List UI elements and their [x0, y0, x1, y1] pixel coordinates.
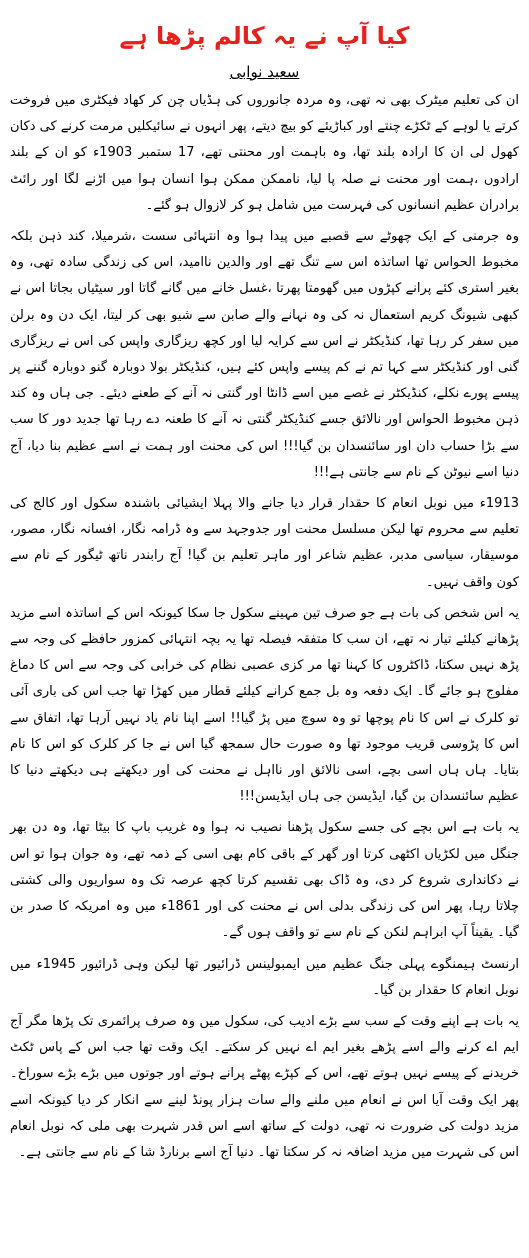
paragraph: یہ اس شخص کی بات ہے جو صرف تین مہینے سکول جا سکا کیونکہ اس کے اساتذہ اسے مزید پڑھانے کیلئے تیار نہ تھے، ان سب کا متفقہ فیصلہ تھا یہ بچہ انتہائی کمزور حافظے کی وجہ سے پڑھ نہیں سکتا، ڈاکٹروں کا کہنا تھا مر کزی عصبی نظام کی خرابی کی وجہ سے اس کا دماغ مفلوج ہو جائے گا۔ ایک دفعہ وہ بل جمع کرانے کیلئے قطار میں کھڑا تھا جب اس کی باری آئی تو کلرک نے اس کا نام پوچھا تو وہ سوچ میں پڑ گیا!! اسے اپنا نام یاد نہیں آرہا تھا، اتفاق سے اس کا پڑوسی قریب موجود تھا وہ صورت حال سمجھ گیا اس نے جا کر کلرک کو اس کا نام بتایا۔ ہاں ہاں اسی بچے، اسی نالائق اور نااہل نے محنت کی اور دیکھتے ہی دیکھتے دنیا کا عظیم سائنسدان بن گیا، ایڈیسن جی ہاں ایڈیسن!!! — [10, 605, 519, 805]
paragraph: ان کی تعلیم میٹرک بھی نہ تھی، وہ مردہ جانوروں کی ہڈیاں چن کر کھاد فیکٹری میں فروخت کرتے یا لوہے کے ٹکڑے چنتے اور کباڑیئے کو بیچ دیتے، پھر انہوں نے سائیکلیں مرمت کرنے کی دکان کھول لی ان کا ارادہ بلند تھا، وہ باہمت اور محنتی تھے، 17 ستمبر 1903ء کو ان کے بلند ارادوں ،ہمت اور محنت نے صلہ پا لیا، ناممکن ممکن ہوا انسان ہوا میں اڑنے لگا اور رائٹ برادران عظیم انسانوں کی فہرست میں شامل ہو کر لازوال ہو گئے۔ — [10, 93, 519, 213]
paragraph: ارنسٹ ہیمنگوے پہلی جنگ عظیم میں ایمبولینس ڈرائیور تھا لیکن وہی ڈرائیور 1945ء میں نوبل انعام کا حقدار بن گیا۔ — [10, 956, 519, 998]
paragraph: 1913ء میں نوبل انعام کا حقدار قرار دیا جانے والا پہلا ایشیائی باشندہ سکول اور کالج کی تعلیم سے محروم تھا لیکن مسلسل محنت اور جدوجہد سے وہ ڈرامہ نگار، افسانہ نگار، مصور، موسیقار، سیاسی مدبر، عظیم شاعر اور ماہر تعلیم بن گیا! آج رابندر ناتھ ٹیگور کے نام سے کون واقف نہیں۔ — [10, 496, 519, 590]
paragraph: یہ بات ہے اس بچے کی جسے سکول پڑھنا نصیب نہ ہوا وہ غریب باپ کا بیٹا تھا، وہ دن بھر جنگل میں لکڑیاں اکٹھی کرتا اور گھر کے باقی کام بھی اسی کے ذمہ تھے، وہ جوان ہوا تو اس نے دکانداری شروع کر دی، وہ ڈاک بھی تقسیم کرتا کچھ عرصہ تک وہ سواریوں والی کشتی چلاتا رہا، پھر اس کی زندگی بدلی اس نے محنت کی اور 1861ء میں وہ امریکہ کا صدر بن گیا۔ یقیناً آپ ابراہم لنکن کے نام سے تو واقف ہوں گے۔ — [10, 820, 519, 941]
article-title: کیا آپ نے یہ کالم پڑھا ہے — [119, 22, 410, 50]
paragraph: یہ بات ہے اپنے وقت کے سب سے بڑے ادیب کی، سکول میں وہ صرف پرائمری تک پڑھا مگر آج ایم اے کرنے والے اسے پڑھے بغیر ایم اے نہیں کر سکتے۔ ایک وقت تھا جب اس کے پاس ٹکٹ خریدنے کے پیسے نہیں ہوتے تھے، اس کے کپڑے پھٹے پرانے ہوتے اور جوتوں میں بڑے بڑے سوراخ۔ پھر ایک وقت آیا اس نے انعام میں ملنے والے سات ہزار پونڈ لینے سے انکار کر دیا کیونکہ اسے مزید دولت کی ضرورت نہ تھی، دولت کے ساتھ اسے اس قدر شہرت بھی ملی کہ نوبل انعام اس کی شہرت میں مزید اضافہ نہ کر سکتا تھا۔ دنیا آج اسے برنارڈ شا کے نام سے جانتی ہے۔ — [10, 1013, 519, 1160]
author-byline: سعید نوابی — [229, 63, 300, 81]
article-body — [10, 88, 519, 1171]
paragraph: وہ جرمنی کے ایک چھوٹے سے قصبے میں پیدا ہوا وہ انتہائی سست ،شرمیلا، کند ذہن بلکہ مخبوط الحواس تھا اساتذہ اس سے تنگ تھے اور والدین ناامید، اس کی زندگی سادہ تھی، وہ بغیر استری کئے پرانے کپڑوں میں گھومتا پھرتا ،غسل خانے میں گانے گاتا اور سیٹیاں بجاتا اس نے کبھی شیونگ کریم استعمال نہ کی وہ نہانے والے صابن سے شیو بھی کر لیتا، ایک دن وہ برلن میں سفر کر رہا تھا، کنڈیکٹر نے اس سے کرایہ لیا اور کچھ ریزگاری واپس کی اس نے ریزگاری گنی اور کنڈیکٹر سے کہا تم نے کم پیسے واپس کئے ہیں، کنڈیکٹر بولا دوبارہ گنو دوبارہ گننے پر پیسے پورے نکلے، کنڈیکٹر نے غصے میں اسے ڈانٹا اور گنتی نہ آنے کے طعنے دیئے۔ جی ہاں وہ کند ذہن مخبوط الحواس اور نالائق جسے کنڈیکٹر گنتی نہ آنے کا طعنہ دے رہا تھا جدید دور کا سب سے بڑا حساب دان اور سائنسدان بن گیا!!! اس کی محنت اور ہمت نے اسے عظیم بنا دیا، آج دنیا اسے نیوٹن کے نام سے جانتی ہے!!! — [10, 229, 519, 480]
